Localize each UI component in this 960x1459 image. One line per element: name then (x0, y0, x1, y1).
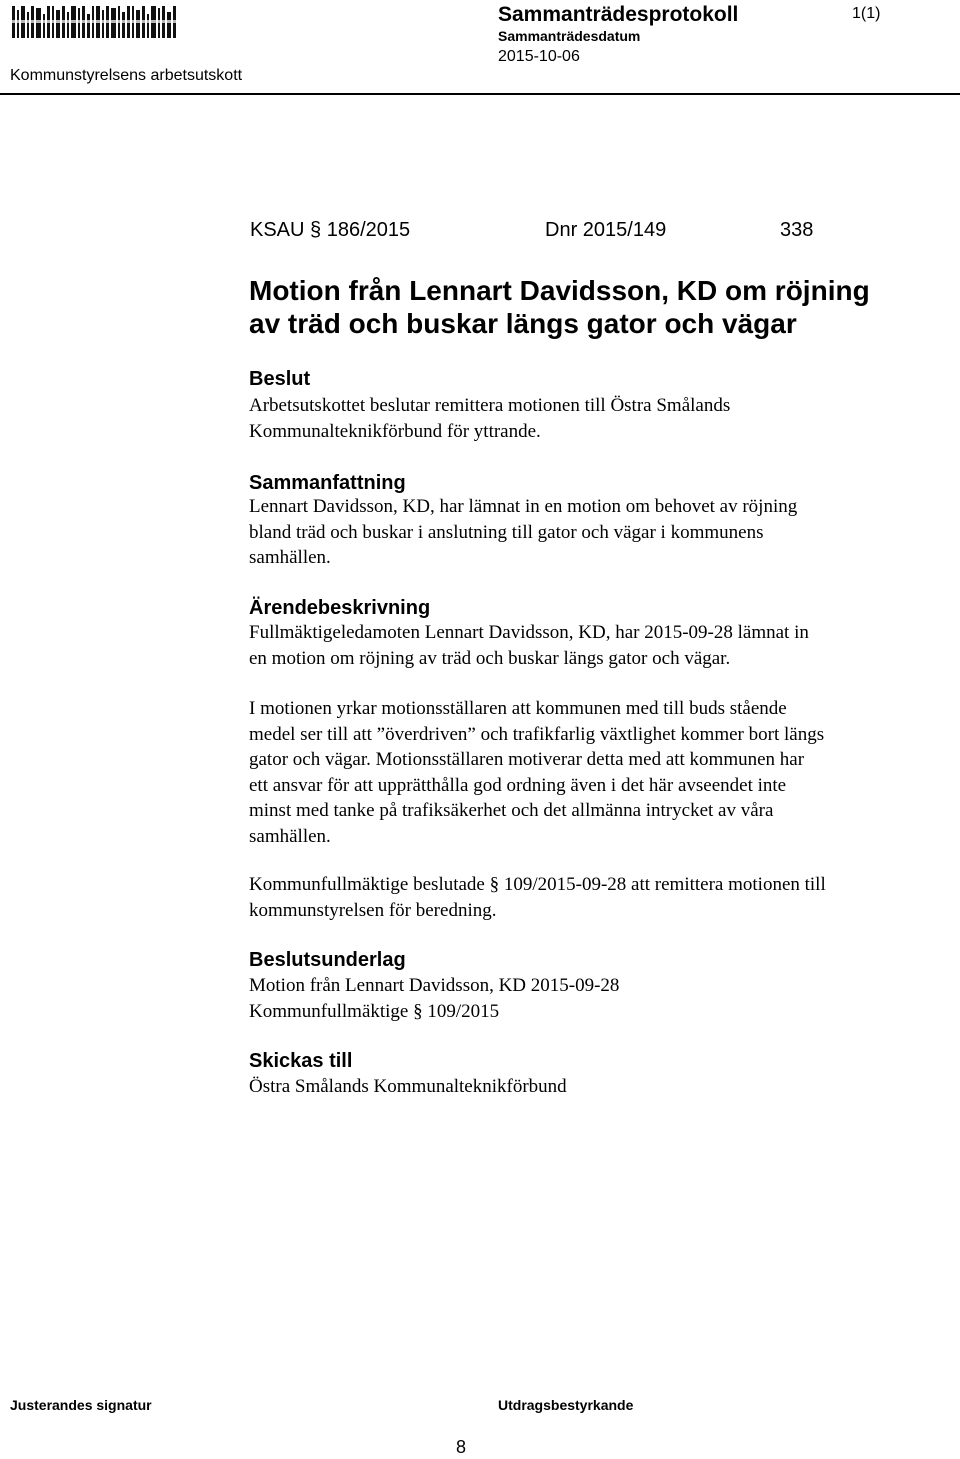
paragraph-number: 338 (780, 219, 814, 241)
page-title (249, 274, 949, 340)
section-heading-beslut: Beslut (249, 368, 311, 390)
section-heading-skickas-till: Skickas till (249, 1050, 353, 1072)
text-line: Östra Smålands Kommunalteknikförbund (249, 1076, 567, 1097)
text-line: bland träd och buskar i anslutning till gator och vägar i kommunens (249, 521, 764, 543)
section-text-skickas-till (249, 1074, 949, 1100)
document-type: Sammanträdesprotokoll (498, 3, 739, 26)
meeting-date: 2015-10-06 (498, 48, 580, 65)
text-line: samhällen. (249, 547, 331, 568)
page-counter: 1(1) (852, 5, 881, 22)
municipality-logo (10, 2, 178, 42)
text-line: I motionen yrkar motionsställaren att kommunen med till buds stående (249, 698, 787, 719)
text-line: kommunstyrelsen för beredning. (249, 899, 497, 921)
text-line: Arbetsutskottet beslutar remittera motionen till Östra Smålands (249, 395, 731, 416)
text-line: Fullmäktigeledamoten Lennart Davidsson, KD, har 2015-09-28 lämnat in (249, 622, 809, 643)
section-text-arendebeskrivning-3 (249, 872, 949, 923)
page-number: 8 (456, 1437, 467, 1457)
title-line: av träd och buskar längs gator och vägar (249, 308, 797, 339)
header-divider (0, 93, 960, 95)
section-text-sammanfattning (249, 494, 949, 571)
text-line: Kommunalteknikförbund för yttrande. (249, 420, 541, 442)
section-text-arendebeskrivning-2 (249, 696, 949, 849)
case-reference: KSAU § 186/2015 (250, 219, 411, 241)
committee-name: Kommunstyrelsens arbetsutskott (10, 67, 243, 84)
text-line: medel ser till att ”överdriven” och trafikfarlig växtlighet kommer bort längs (249, 723, 825, 745)
text-line: en motion om röjning av träd och buskar längs gator och vägar. (249, 647, 731, 669)
text-line: gator och vägar. Motionsställaren motiverar detta med att kommunen har (249, 749, 805, 770)
footer-signature-label: Justerandes signatur (10, 1397, 152, 1413)
section-text-beslut (249, 393, 949, 444)
section-heading-sammanfattning: Sammanfattning (249, 472, 406, 494)
meeting-date-label: Sammanträdesdatum (498, 28, 641, 44)
text-line: ett ansvar för att upprätthålla god ordning även i det här avseendet inte (249, 774, 787, 796)
text-line: samhällen. (249, 825, 331, 847)
section-heading-beslutsunderlag: Beslutsunderlag (249, 949, 406, 971)
text-line: Kommunfullmäktige beslutade § 109/2015-09-28 att remittera motionen till (249, 874, 826, 895)
diary-number: Dnr 2015/149 (545, 219, 667, 241)
section-text-arendebeskrivning-1 (249, 620, 949, 671)
section-heading-arendebeskrivning: Ärendebeskrivning (249, 597, 431, 619)
title-line: Motion från Lennart Davidsson, KD om röjning (249, 275, 870, 306)
text-line: Motion från Lennart Davidsson, KD 2015-09-28 (249, 975, 620, 996)
footer-certification-label: Utdragsbestyrkande (498, 1397, 634, 1413)
text-line: Kommunfullmäktige § 109/2015 (249, 1000, 500, 1022)
text-line: minst med tanke på trafiksäkerhet och det allmänna intrycket av våra (249, 800, 774, 821)
text-line: Lennart Davidsson, KD, har lämnat in en motion om behovet av röjning (249, 496, 798, 517)
section-text-beslutsunderlag (249, 973, 949, 1024)
